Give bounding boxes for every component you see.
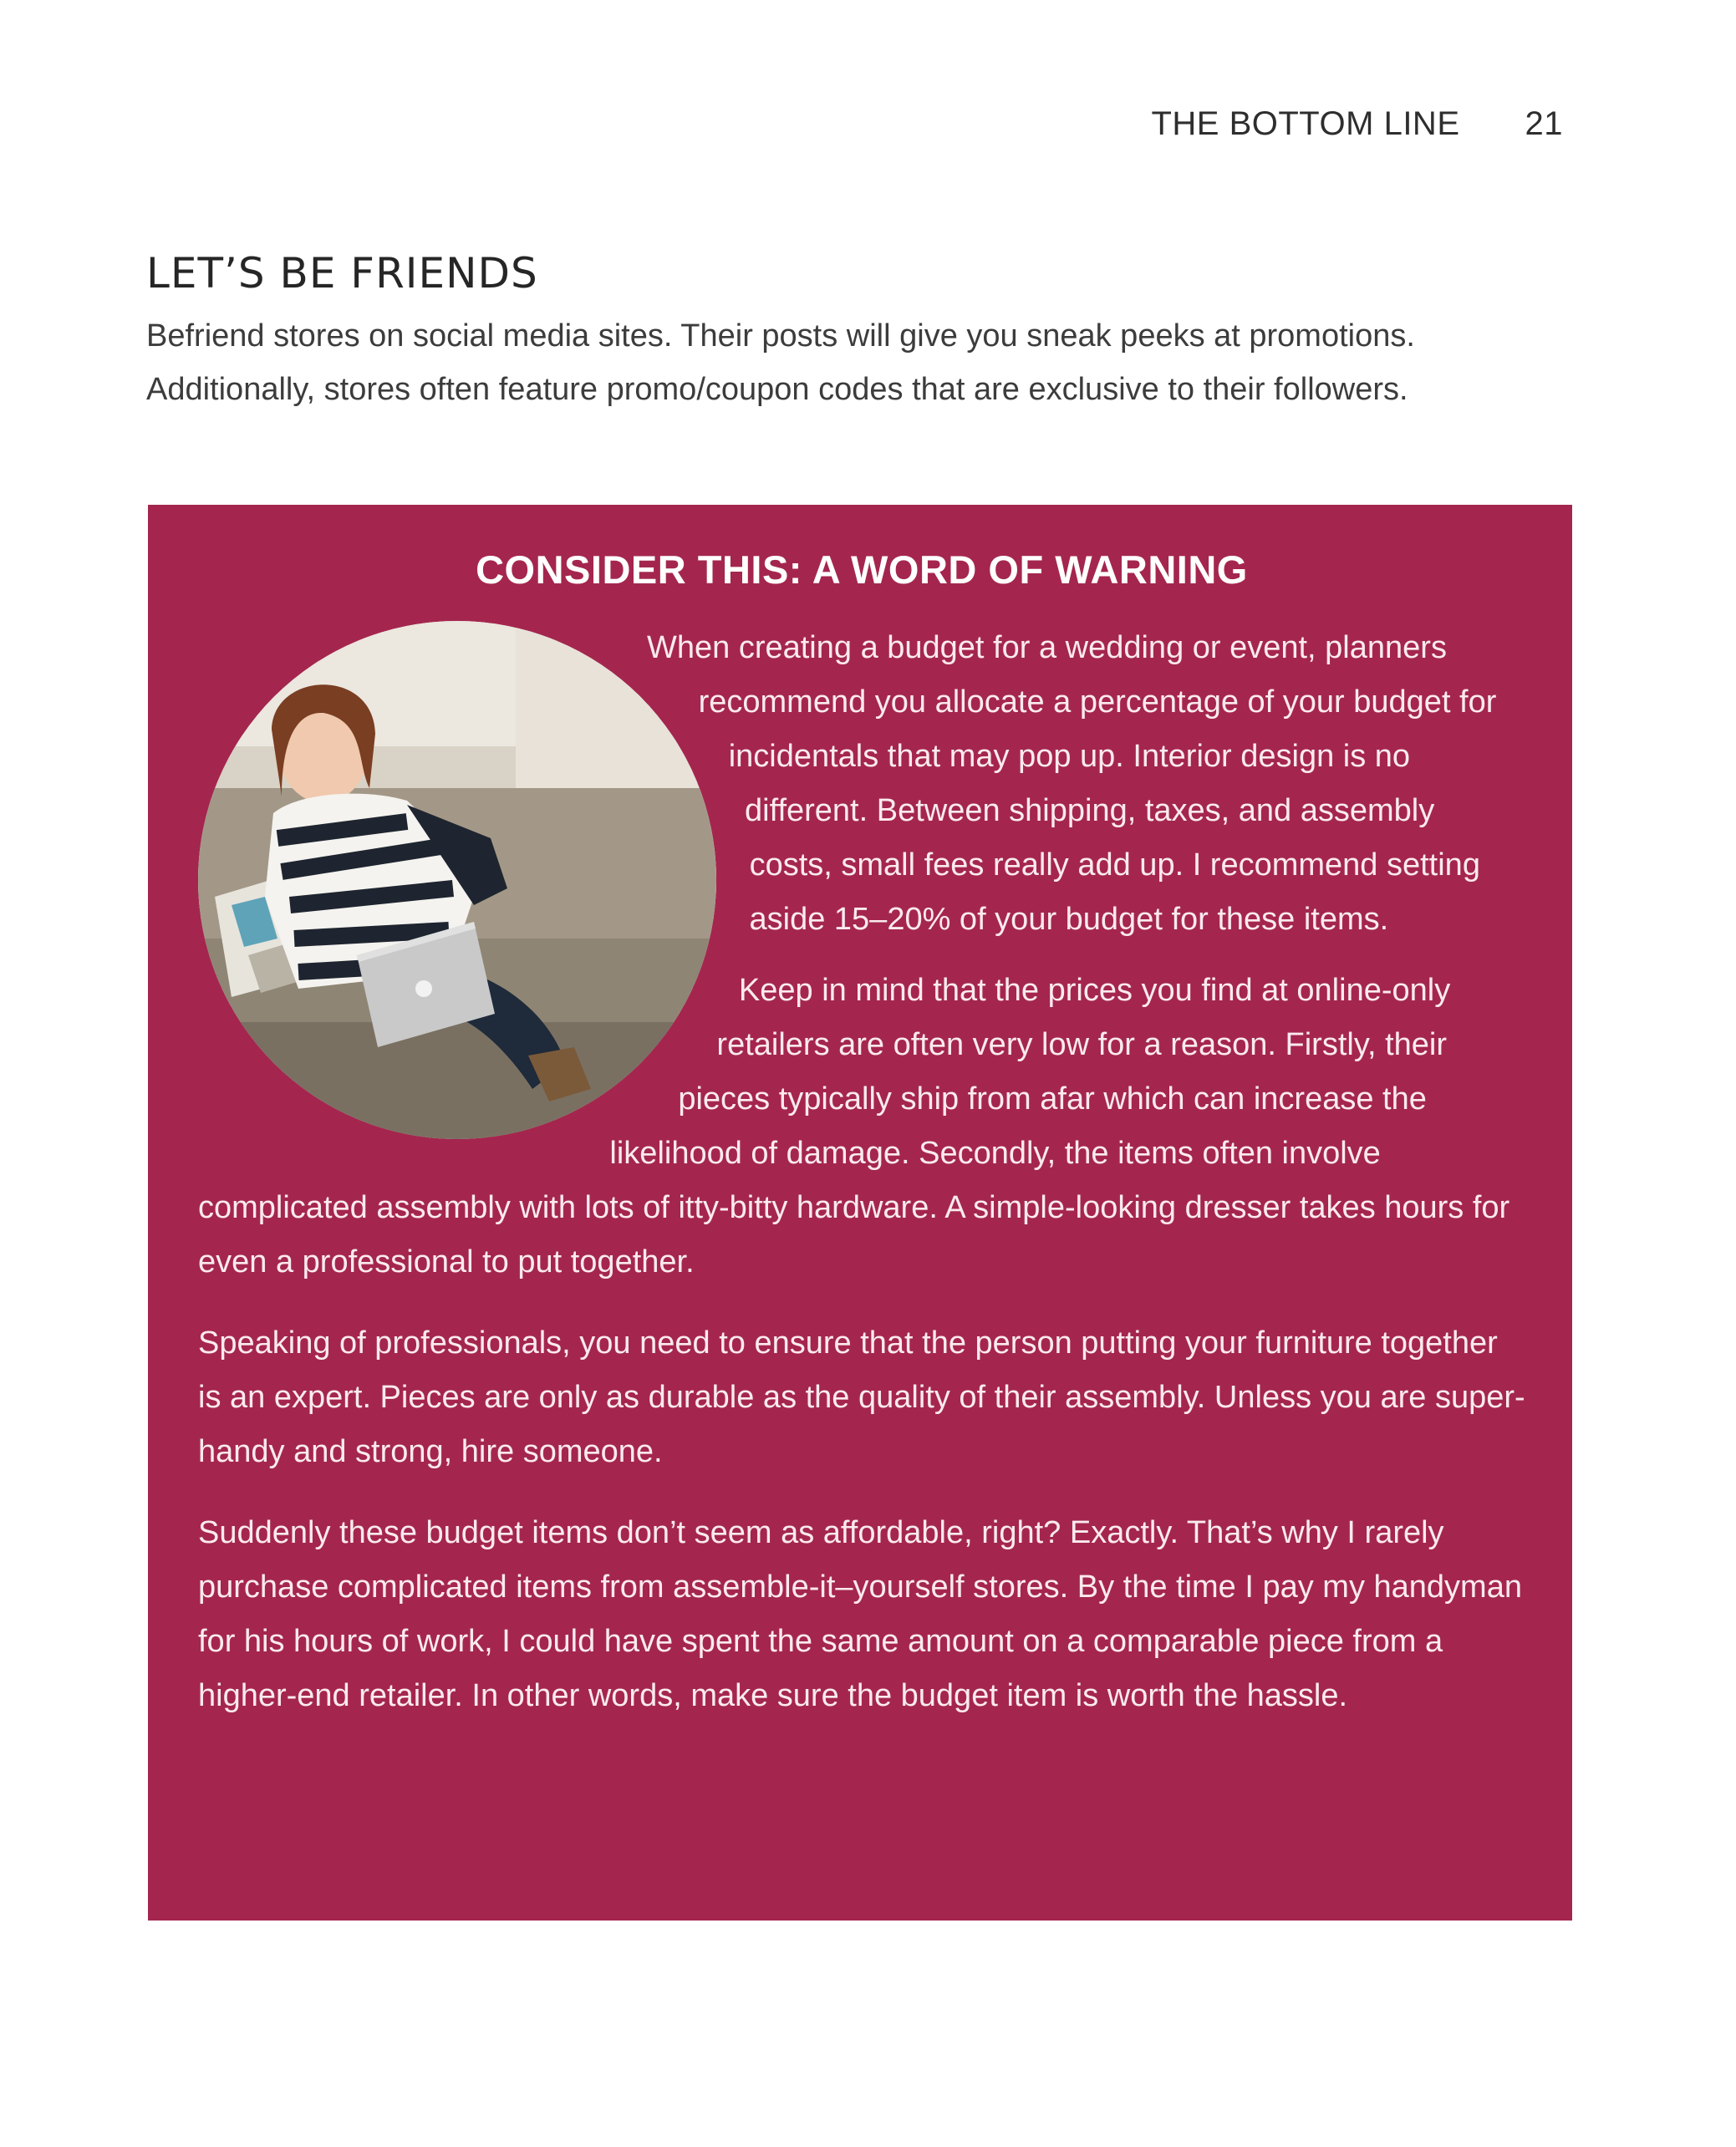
section-heading: LET’S BE FRIENDS [146, 249, 538, 298]
section-body: Befriend stores on social media sites. Their posts will give you sneak peeks at promotions. Additionally, stores often feature promo/coupon codes that are exclusive to their followers. [146, 318, 1415, 407]
running-head-title: THE BOTTOM LINE [1151, 104, 1460, 142]
page-number: 21 [1525, 104, 1563, 142]
author-photo-illustration [198, 621, 716, 1139]
warning-callout-box [148, 505, 1572, 1921]
callout-paragraph-2: Keep in mind that the prices you find at online-only retailers are often very low for a reason. Firstly, their pieces typically ship from afar which can increase the likelihood of damage. Secondly, the items often involve complicated assembly with lots of itty-bitty hardware. A simple-looking dresser takes hours for even a professional to put together. [198, 973, 1510, 1280]
callout-title: CONSIDER THIS: A WORD OF WARNING [476, 547, 1248, 592]
author-photo-wrap [198, 621, 733, 1156]
running-head [1145, 99, 1563, 149]
callout-paragraph-1: When creating a budget for a wedding or event, planners recommend you allocate a percentage of your budget for incidentals that may pop up. Interior design is no different. Between shipping, taxes, and assembly costs, small fees really add up. I recommend setting aside 15–20% of your budget for these items. [647, 630, 1497, 937]
callout-paragraph-3: Speaking of professionals, you need to ensure that the person putting your furniture together is an expert. Pieces are only as durable as the quality of their assembly. Unless you are super-handy and strong, hire someone. [198, 1325, 1525, 1469]
callout-paragraph-4: Suddenly these budget items don’t seem as affordable, right? Exactly. That’s why I rarely purchase complicated items from assemble-it–yourself stores. By the time I pay my handyman for his hours of work, I could have spent the same amount on a comparable piece from a higher-end retailer. In other words, make sure the budget item is worth the hassle. [198, 1515, 1522, 1713]
author-photo [198, 621, 716, 1139]
